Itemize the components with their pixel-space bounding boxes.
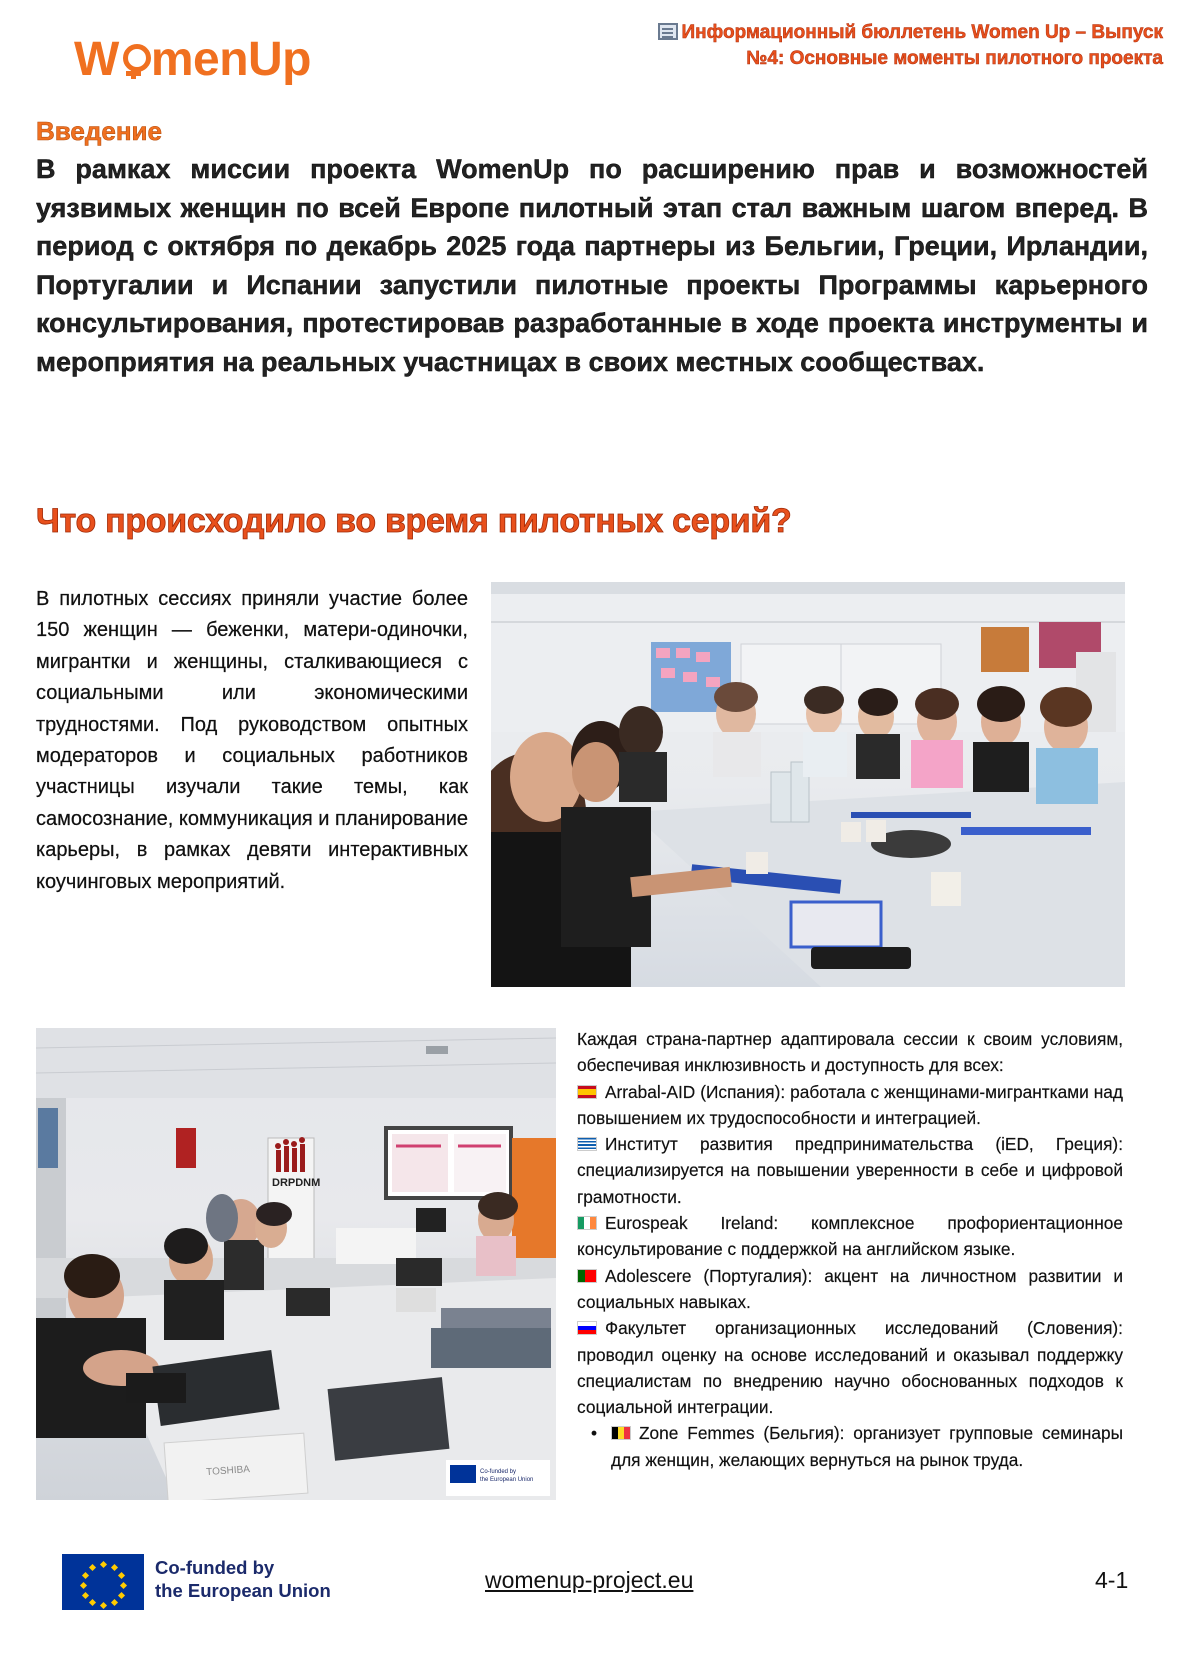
partner-item: Adolescere (Португалия): акцент на личностном развитии и социальных навыках. xyxy=(577,1265,1123,1312)
photo-workshop-room xyxy=(36,1028,556,1500)
intro-label: Введение xyxy=(36,116,162,146)
newspaper-icon xyxy=(658,23,678,40)
flag-belgium-icon xyxy=(611,1426,631,1440)
womenup-logo: W menUp xyxy=(74,33,311,86)
partner-item: • Zone Femmes (Бельгия): организует групповые семинары для женщин, желающих вернуться на рынок труда. xyxy=(591,1423,1123,1470)
newsletter-title xyxy=(553,20,1163,72)
flag-portugal-icon xyxy=(577,1269,597,1283)
partner-item: Eurospeak Ireland: комплексное профориентационное консультирование с поддержкой на английском языке. xyxy=(577,1213,1123,1260)
project-website-link[interactable]: womenup-project.eu xyxy=(485,1567,694,1593)
co-funded-label: Co-funded by the European Union xyxy=(155,1557,331,1601)
section-heading: Что происходило во время пилотных серий? xyxy=(36,502,792,540)
partners-intro: Каждая страна-партнер адаптировала сессии к своим условиям, обеспечивая инклюзивность и доступность для всех: xyxy=(577,1029,1123,1076)
eu-flag-logo xyxy=(62,1554,144,1610)
pilot-sessions-paragraph: В пилотных сессиях приняли участие более 150 женщин — беженки, матери-одиночки, мигрантки и женщины, сталкивающиеся с социальными или экономическими трудностями. Под руководством опытных модераторов и социальных работников участницы изучали такие темы, как самосознание, коммуникация и планирование карьеры, в рамках девяти интерактивных коучинговых мероприятий. xyxy=(36,588,468,893)
intro-paragraph: В рамках миссии проекта WomenUp по расширению прав и возможностей уязвимых женщин по всей Европе пилотный этап стал важным шагом вперед. В период с октября по декабрь 2025 года партнеры из Бельгии, Греции, Ирландии, Португалии и Испании запустили пилотные проекты Программы карьерного консультирования, протестировав разработанные в ходе проекта инструменты и мероприятия на реальных участницах в своих местных сообществах. xyxy=(36,154,1148,377)
flag-spain-icon xyxy=(577,1085,597,1099)
page-number: 4-1 xyxy=(1095,1567,1129,1593)
eu-badge-line2: the European Union xyxy=(480,1477,534,1483)
partner-item: Факультет организационных исследований (Словения): проводил оценку на основе исследований и оказывал поддержку специалистам по внедрению научно обоснованных подходов к социальной интеграции. xyxy=(577,1318,1123,1418)
partner-item: Институт развития предпринимательства (iED, Греция): специализируется на повышении уверенности в себе и цифровой грамотности. xyxy=(577,1134,1123,1207)
flag-ireland-icon xyxy=(577,1216,597,1230)
laptop-brand-label: TOSHIBA xyxy=(205,1464,251,1479)
flag-greece-icon xyxy=(577,1137,597,1151)
banner-org-label: DRPDNM xyxy=(272,1177,321,1189)
eu-badge-line1: Co-funded by xyxy=(480,1469,517,1475)
partner-list-column xyxy=(577,1026,1123,1473)
photo-workshop-participants xyxy=(491,582,1125,987)
flag-slovenia-icon xyxy=(577,1321,597,1335)
venus-symbol-icon xyxy=(120,35,150,79)
partner-item: Arrabal-AID (Испания): работала с женщинами-мигрантками над повышением их трудоспособности и интеграцией. xyxy=(577,1081,1123,1128)
newsletter-title-line1: Информационный бюллетень Women Up – Выпуск xyxy=(681,22,1163,43)
newsletter-title-line2: №4: Основные моменты пилотного проекта xyxy=(746,48,1163,69)
